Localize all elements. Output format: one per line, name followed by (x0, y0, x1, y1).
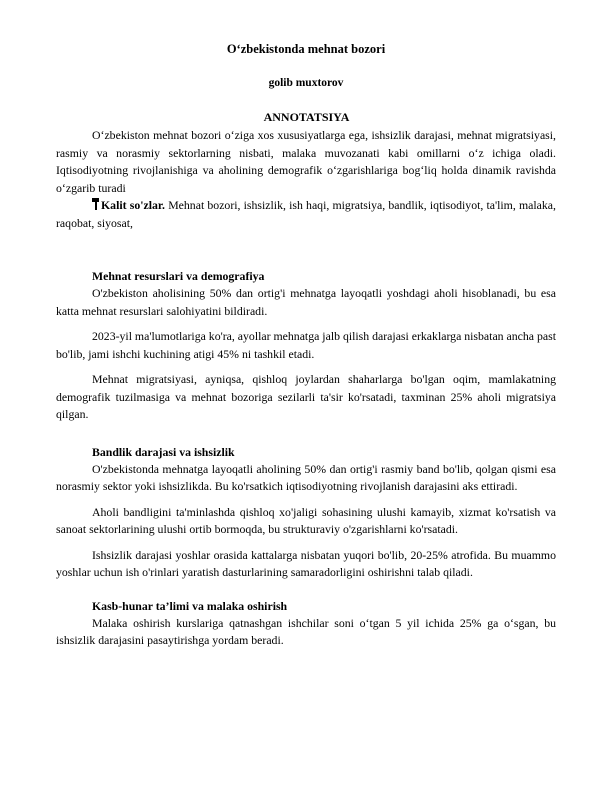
keywords-label: Kalit so'zlar. (101, 198, 166, 212)
abstract-text: O‘zbekiston mehnat bozori o‘ziga xos xususiyatlarga ega, ishsizlik darajasi, mehnat migratsiyasi, rasmiy va norasmiy sektorlarning nisbati, malaka muvozanati kabi omillarni o‘z ichiga oladi. Iqtisodiyotning rivojlanishiga va aholining demografik o‘zgarishlariga bog‘liq holda dinamik ravishda o‘zgarib turadi (56, 128, 556, 195)
paragraph: Aholi bandligini ta'minlashda qishloq xo'jaligi sohasining ulushi kamayib, xizmat ko'rsatish va sanoat sektorlarining ulushi ortib bormoqda, bu strukturaviy o'zgarishlarni ko'rsatadi. (56, 504, 556, 536)
paragraph: 2023-yil ma'lumotlariga ko'ra, ayollar mehnatga jalb qilish darajasi erkaklarga nisbatan ancha past bo'lib, jami ishchi kuchining atigi 45% ni tashkil etadi. (56, 329, 556, 361)
abstract-heading (56, 110, 556, 125)
paragraph: Ishsizlik darajasi yoshlar orasida kattalarga nisbatan yuqori bo'lib, 20-25% atrofida. Bu muammo yoshlar uchun ish o'rinlari yaratish dasturlarining samaradorligini oshirishni talab qiladi. (56, 547, 556, 579)
paragraph: O'zbekistonda mehnatga layoqatli aholining 50% dan ortig'i rasmiy band bo'lib, qolgan qismi esa norasmiy sektor yoki ishsizlikda. Bu ko'rsatkich iqtisodiyotning rivojlanish darajasini aks ettiradi. (56, 461, 556, 493)
paragraph: O'zbekiston aholisining 50% dan ortig'i mehnatga layoqatli yoshdagi aholi hisoblanadi, bu esa katta mehnat resurslari salohiyatini bildiradi. (56, 286, 556, 318)
document-body (56, 42, 556, 650)
section-heading: Mehnat resurslari va demografiya (92, 269, 265, 283)
keywords-list: Mehnat bozori, ishsizlik, ish haqi, migratsiya, bandlik, iqtisodiyot, ta'lim, malaka, raqobat, siyosat, (56, 198, 556, 230)
paper-title: O‘zbekistonda mehnat bozori (226, 42, 386, 56)
keywords-line (56, 197, 556, 232)
section-heading: Kasb-hunar ta’limi va malaka oshirish (92, 598, 288, 613)
key-icon (92, 198, 99, 210)
paragraph: Mehnat migratsiyasi, ayniqsa, qishloq joylardan shaharlarga bo'lgan oqim, mamlakatning demografik tuzilmasiga va mehnat bozoriga sezilarli ta'sir ko'rsatadi, taxminan 25% aholi migratsiya qilgan. (56, 372, 556, 421)
section-heading: Bandlik darajasi va ishsizlik (92, 444, 235, 459)
paragraph: Malaka oshirish kurslariga qatnashgan ishchilar soni o‘tgan 5 yil ichida 25% ga o‘sgan, bu ishsizlik darajasini pasaytirishga yordam beradi. (56, 615, 556, 647)
author-name: golib muxtorov (268, 77, 344, 89)
abstract-heading-text: ANNOTATSIYA (263, 110, 350, 124)
